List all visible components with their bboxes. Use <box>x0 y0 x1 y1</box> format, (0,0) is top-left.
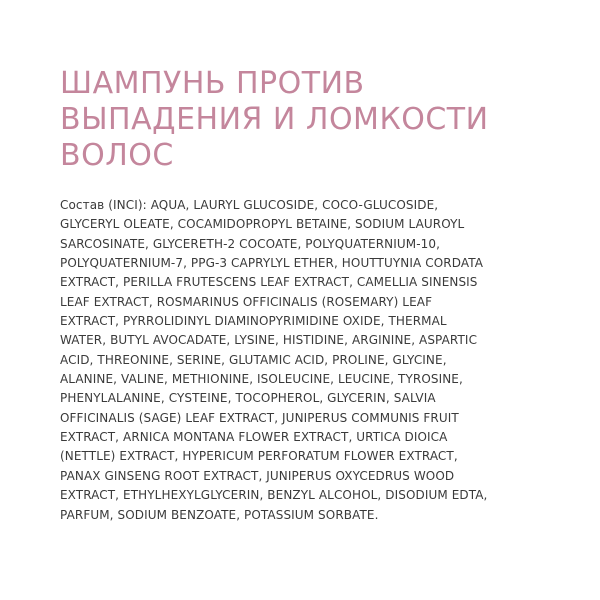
ingredients-line: POLYQUATERNIUM-7, PPG-3 CAPRYLYL ETHER, HOUTTUYNIA CORDATA <box>60 256 484 271</box>
ingredients-line: EXTRACT, PYRROLIDINYL DIAMINOPYRIMIDINE OXIDE, THERMAL <box>60 314 447 329</box>
ingredients-line: OFFICINALIS (SAGE) LEAF EXTRACT, JUNIPERUS COMMUNIS FRUIT <box>60 410 459 425</box>
product-title-line: ВЫПАДЕНИЯ И ЛОМКОСТИ <box>60 102 489 137</box>
ingredients-line: ALANINE, VALINE, METHIONINE, ISOLEUCINE, LEUCINE, TYROSINE, <box>60 372 463 387</box>
product-title <box>60 66 560 174</box>
ingredients-line: GLYCERYL OLEATE, COCAMIDOPROPYL BETAINE, SODIUM LAUROYL <box>60 217 465 232</box>
ingredients-line: ACID, THREONINE, SERINE, GLUTAMIC ACID, PROLINE, GLYCINE, <box>60 352 447 367</box>
product-title-line: ВОЛОС <box>60 138 174 173</box>
ingredients-line: PANAX GINSENG ROOT EXTRACT, JUNIPERUS OXYCEDRUS WOOD <box>60 468 455 483</box>
ingredients-line: PHENYLALANINE, CYSTEINE, TOCOPHEROL, GLYCERIN, SALVIA <box>60 391 436 406</box>
ingredients-line: EXTRACT, ETHYLHEXYLGLYCERIN, BENZYL ALCOHOL, DISODIUM EDTA, <box>60 488 488 503</box>
ingredients-list <box>60 196 560 525</box>
ingredients-line: (NETTLE) EXTRACT, HYPERICUM PERFORATUM FLOWER EXTRACT, <box>60 449 458 464</box>
ingredients-line: EXTRACT, ARNICA MONTANA FLOWER EXTRACT, URTICA DIOICA <box>60 430 448 445</box>
ingredients-line: PARFUM, SODIUM BENZOATE, POTASSIUM SORBATE. <box>60 507 379 522</box>
ingredients-line: WATER, BUTYL AVOCADATE, LYSINE, HISTIDINE, ARGININE, ASPARTIC <box>60 333 478 348</box>
ingredients-line: SARCOSINATE, GLYCERETH-2 COCOATE, POLYQUATERNIUM-10, <box>60 236 441 251</box>
product-title-line: ШАМПУНЬ ПРОТИВ <box>60 66 365 101</box>
ingredients-line: Состав (INCI): AQUA, LAURYL GLUCOSIDE, COCO-GLUCOSIDE, <box>60 198 439 212</box>
ingredients-line: EXTRACT, PERILLA FRUTESCENS LEAF EXTRACT, CAMELLIA SINENSIS <box>60 275 478 290</box>
ingredients-line: LEAF EXTRACT, ROSMARINUS OFFICINALIS (ROSEMARY) LEAF <box>60 294 433 309</box>
